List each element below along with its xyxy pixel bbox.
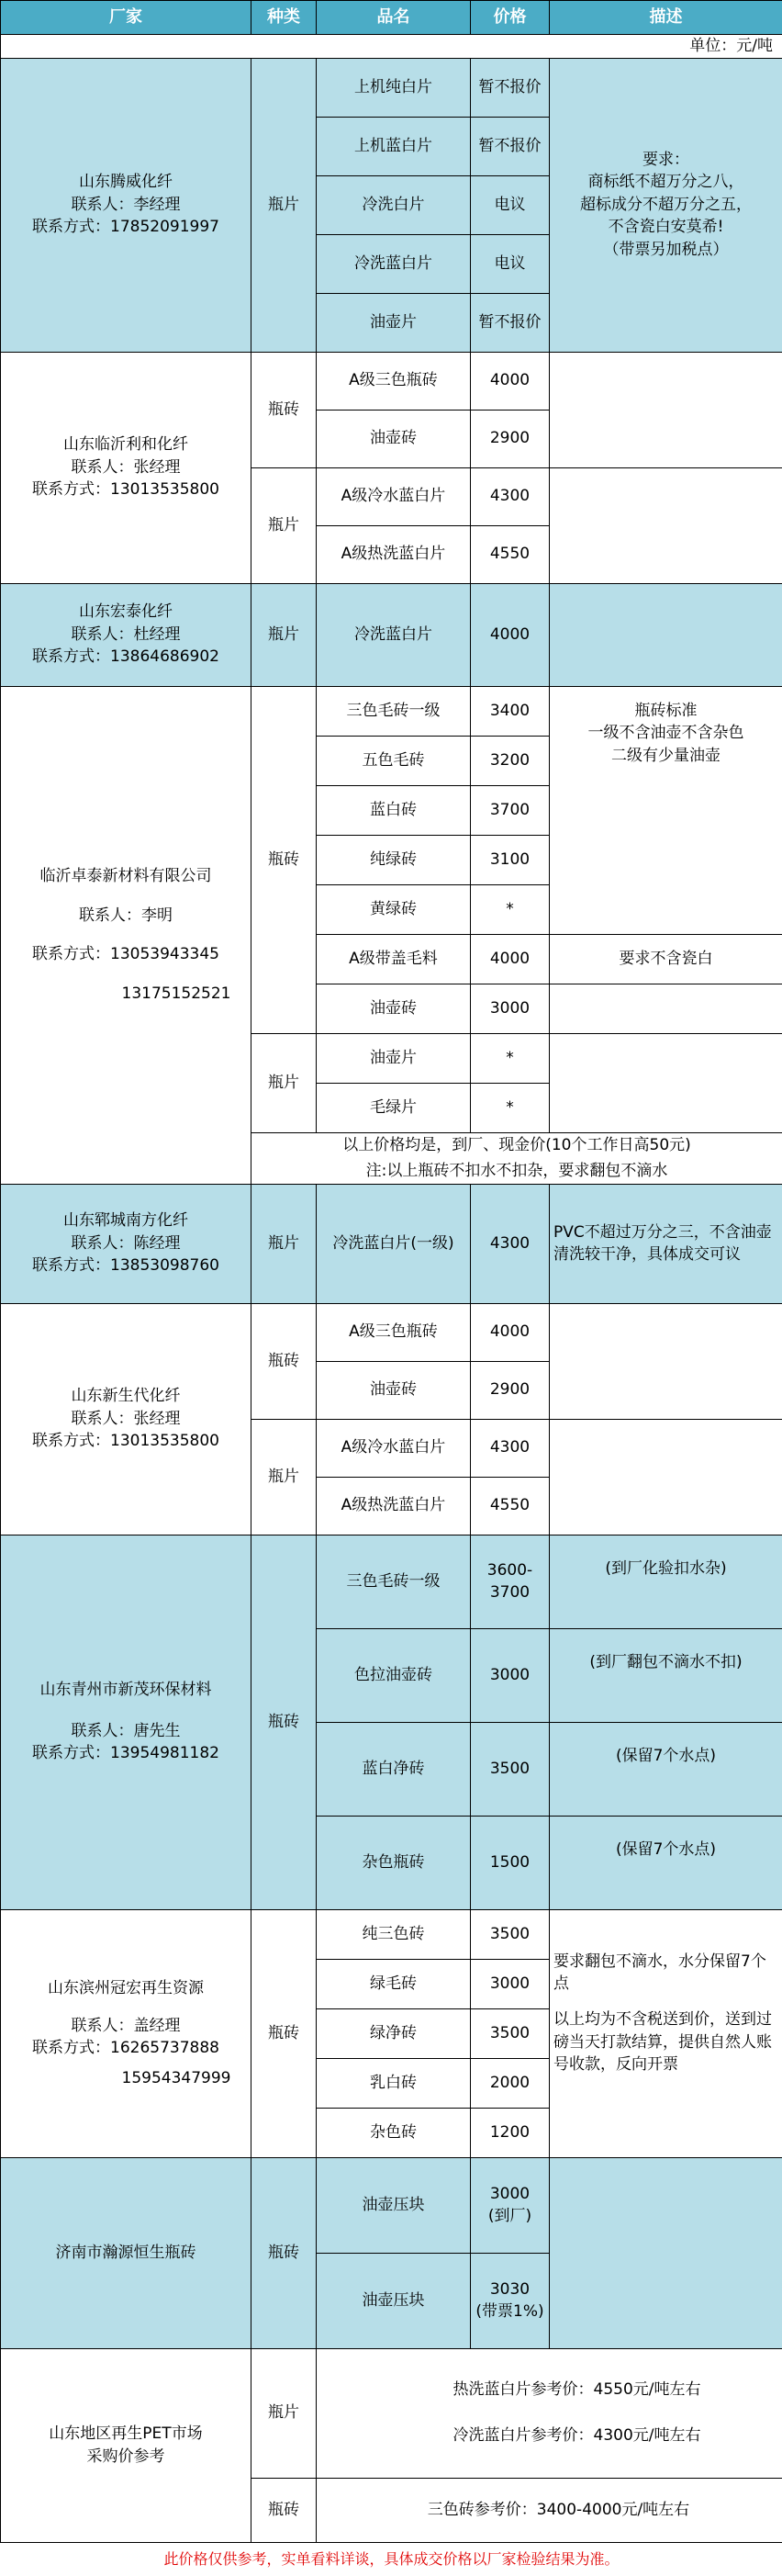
price-cell: 暂不报价 [471,293,550,352]
price-cell: 4550 [471,1477,550,1535]
product-cell: 毛绿片 [317,1083,471,1132]
desc-cell: (到厂化验扣水杂) [550,1535,782,1628]
price-cell: 3000 [471,1959,550,2008]
desc-line: 要求翻包不滴水，水分保留7个点 [553,1951,778,1996]
product-cell: 纯绿砖 [317,835,471,884]
product-cell: 色拉油壶砖 [317,1628,471,1722]
price-cell: 3500 [471,2008,550,2058]
header-row [1,1,782,35]
vendor-phone: 联系方式：17852091997 [5,216,247,239]
price-cell: 4550 [471,525,550,583]
price-cell: 电议 [471,175,550,234]
price-cell: * [471,1033,550,1083]
product-cell: 乳白砖 [317,2058,471,2108]
product-cell: 杂色砖 [317,2108,471,2157]
price-cell: 2000 [471,2058,550,2108]
unit-label: 单位：元/吨 [1,35,782,59]
vendor-cell [1,58,251,352]
vendor-phone-2: 15954347999 [5,2067,247,2090]
unit-row [1,35,782,59]
product-cell: 油壶砖 [317,984,471,1033]
table-row [1,1303,782,1361]
vendor-contact: 联系人：张经理 [5,1408,247,1431]
product-cell: 蓝白净砖 [317,1722,471,1816]
ref-cell [317,2478,782,2542]
desc-cell [550,1419,782,1535]
desc-line: 商标纸不超万分之八， [553,171,778,194]
vendor-cell [1,1535,251,1909]
type-cell: 瓶片 [251,2348,317,2478]
price-cell: 4000 [471,1303,550,1361]
price-cell: 3600-3700 [471,1535,550,1628]
price-note: 以上价格均是，到厂、现金价(10个工作日高50元) [251,1132,782,1158]
table-row [1,2348,782,2478]
header-product: 品名 [317,1,471,35]
product-cell: 黄绿砖 [317,884,471,934]
price-cell: 电议 [471,234,550,293]
vendor-name: 济南市瀚源恒生瓶砖 [5,2242,247,2265]
header-price: 价格 [471,1,550,35]
price-cell: 1200 [471,2108,550,2157]
price-cell: 4300 [471,1419,550,1477]
vendor-phone: 联系方式：13954981182 [5,1742,247,1765]
type-cell: 瓶片 [251,1184,317,1303]
desc-line: 一级不含油壶不含杂色 [553,722,778,745]
desc-cell [550,467,782,583]
vendor-contact: 联系人：陈经理 [5,1232,247,1255]
vendor-phone: 联系方式：13853098760 [5,1254,247,1277]
product-cell: 上机纯白片 [317,58,471,117]
desc-cell: 要求不含瓷白 [550,934,782,984]
price-cell: 1500 [471,1816,550,1909]
desc-line: 二级有少量油壶 [553,745,778,768]
product-cell: 冷洗蓝白片 [317,583,471,686]
desc-line: 瓶砖标准 [553,700,778,723]
product-cell: 五色毛砖 [317,736,471,785]
type-cell: 瓶片 [251,58,317,352]
vendor-name: 山东滨州冠宏再生资源 [5,1977,247,2000]
price-cell: 4300 [471,1184,550,1303]
desc-cell [550,1033,782,1132]
vendor-contact: 联系人：李经理 [5,194,247,217]
type-cell: 瓶砖 [251,1909,317,2157]
header-desc: 描述 [550,1,782,35]
product-cell: A级三色瓶砖 [317,352,471,410]
product-cell: 油壶片 [317,293,471,352]
price-cell: 3100 [471,835,550,884]
vendor-name: 山东临沂利和化纤 [5,433,247,456]
type-cell: 瓶砖 [251,352,317,467]
price-cell: 3500 [471,1909,550,1959]
type-cell: 瓶片 [251,1419,317,1535]
header-type: 种类 [251,1,317,35]
header-vendor: 厂家 [1,1,251,35]
desc-cell [550,1909,782,2157]
ref-line: 三色砖参考价：3400-4000元/吨左右 [320,2498,778,2523]
type-cell: 瓶砖 [251,2478,317,2542]
type-cell: 瓶片 [251,583,317,686]
type-cell: 瓶砖 [251,686,317,1033]
product-cell: A级三色瓶砖 [317,1303,471,1361]
vendor-cell [1,583,251,686]
vendor-contact: 联系人：张经理 [5,456,247,479]
price-cell: 4000 [471,934,550,984]
price-cell: 4000 [471,583,550,686]
vendor-phone: 联系方式：16265737888 [5,2037,247,2060]
type-cell: 瓶砖 [251,2157,317,2348]
product-cell: 冷洗蓝白片 [317,234,471,293]
product-cell: 三色毛砖一级 [317,1535,471,1628]
desc-cell [550,352,782,467]
vendor-phone-2: 13175152521 [5,983,247,1006]
vendor-cell [1,2157,251,2348]
price-cell: 3000 [471,984,550,1033]
vendor-contact: 联系人：盖经理 [5,2015,247,2038]
type-cell: 瓶砖 [251,1535,317,1909]
desc-cell: (到厂翻包不滴水不扣) [550,1628,782,1722]
table-row [1,686,782,736]
table-row [1,1535,782,1628]
vendor-phone: 联系方式：13053943345 [5,943,247,966]
product-cell: 杂色瓶砖 [317,1816,471,1909]
product-cell: 三色毛砖一级 [317,686,471,736]
price-cell: 4000 [471,352,550,410]
vendor-contact: 联系人：李明 [5,905,247,928]
price-note-2: 注:以上瓶砖不扣水不扣杂，要求翻包不滴水 [251,1158,782,1184]
desc-line: 以上均为不含税送到价，送到过磅当天打款结算，提供自然人账号收款，反向开票 [553,2008,778,2076]
price-cell: 暂不报价 [471,58,550,117]
desc-line: 要求： [553,149,778,172]
product-cell: 油壶片 [317,1033,471,1083]
product-cell: 冷洗白片 [317,175,471,234]
product-cell: 上机蓝白片 [317,117,471,175]
price-cell: 4300 [471,467,550,525]
desc-cell [550,1303,782,1419]
vendor-phone: 联系方式：13864686902 [5,646,247,669]
vendor-cell [1,2348,251,2542]
vendor-phone: 联系方式：13013535800 [5,478,247,501]
vendor-name: 山东青州市新茂环保材料 [5,1679,247,1702]
table-row [1,58,782,117]
ref-line: 热洗蓝白片参考价：4550元/吨左右 [320,2378,778,2402]
ref-line: 冷洗蓝白片参考价：4300元/吨左右 [320,2424,778,2448]
vendor-name: 山东郓城南方化纤 [5,1209,247,1232]
footer-note: 此价格仅供参考，实单看料详谈，具体成交价格以厂家检验结果为准。 [1,2542,782,2576]
product-cell: 冷洗蓝白片(一级) [317,1184,471,1303]
vendor-contact: 联系人：杜经理 [5,624,247,647]
desc-line: 不含瓷白安莫希! [553,216,778,239]
vendor-phone: 联系方式：13013535800 [5,1430,247,1453]
product-cell: 绿毛砖 [317,1959,471,2008]
vendor-cell [1,1184,251,1303]
product-cell: A级带盖毛料 [317,934,471,984]
vendor-name-2: 采购价参考 [5,2446,247,2469]
vendor-cell [1,352,251,583]
price-cell: * [471,884,550,934]
desc-cell [550,58,782,352]
vendor-name: 山东宏泰化纤 [5,601,247,624]
type-cell: 瓶片 [251,467,317,583]
vendor-contact: 联系人：唐先生 [5,1720,247,1743]
desc-line: （带票另加税点） [553,239,778,262]
product-cell: A级冷水蓝白片 [317,1419,471,1477]
product-cell: A级热洗蓝白片 [317,525,471,583]
table-row [1,352,782,410]
type-cell: 瓶砖 [251,1303,317,1419]
vendor-name: 山东新生代化纤 [5,1385,247,1408]
desc-cell: (保留7个水点) [550,1816,782,1909]
price-cell: 3200 [471,736,550,785]
product-cell: 纯三色砖 [317,1909,471,1959]
table-row [1,1909,782,1959]
vendor-cell [1,686,251,1184]
vendor-name: 山东地区再生PET市场 [5,2423,247,2446]
desc-cell [550,686,782,934]
price-cell: 3700 [471,785,550,835]
table-row [1,2157,782,2253]
price-cell: 3000 [471,1628,550,1722]
desc-cell [550,2157,782,2348]
desc-cell [550,583,782,686]
product-cell: 油壶砖 [317,410,471,467]
table-row [1,583,782,686]
price-cell: 3030 (带票1%) [471,2253,550,2348]
price-cell: 3400 [471,686,550,736]
type-cell: 瓶片 [251,1033,317,1132]
price-cell: 3500 [471,1722,550,1816]
vendor-cell [1,1909,251,2157]
product-cell: A级热洗蓝白片 [317,1477,471,1535]
desc-cell [550,984,782,1033]
desc-line: 超标成分不超万分之五， [553,194,778,217]
vendor-cell [1,1303,251,1535]
product-cell: 绿净砖 [317,2008,471,2058]
product-cell: A级冷水蓝白片 [317,467,471,525]
table-row [1,1184,782,1303]
price-cell: 2900 [471,1361,550,1419]
footer-row [1,2542,782,2576]
desc-cell: PVC不超过万分之三，不含油壶清洗较干净，具体成交可议 [550,1184,782,1303]
price-cell: * [471,1083,550,1132]
product-cell: 蓝白砖 [317,785,471,835]
vendor-name: 临沂卓泰新材料有限公司 [5,865,247,888]
ref-cell [317,2348,782,2478]
product-cell: 油壶砖 [317,1361,471,1419]
price-cell: 3000 (到厂) [471,2157,550,2253]
product-cell: 油壶压块 [317,2157,471,2253]
price-cell: 暂不报价 [471,117,550,175]
price-cell: 2900 [471,410,550,467]
vendor-name: 山东腾威化纤 [5,171,247,194]
desc-cell: (保留7个水点) [550,1722,782,1816]
product-cell: 油壶压块 [317,2253,471,2348]
